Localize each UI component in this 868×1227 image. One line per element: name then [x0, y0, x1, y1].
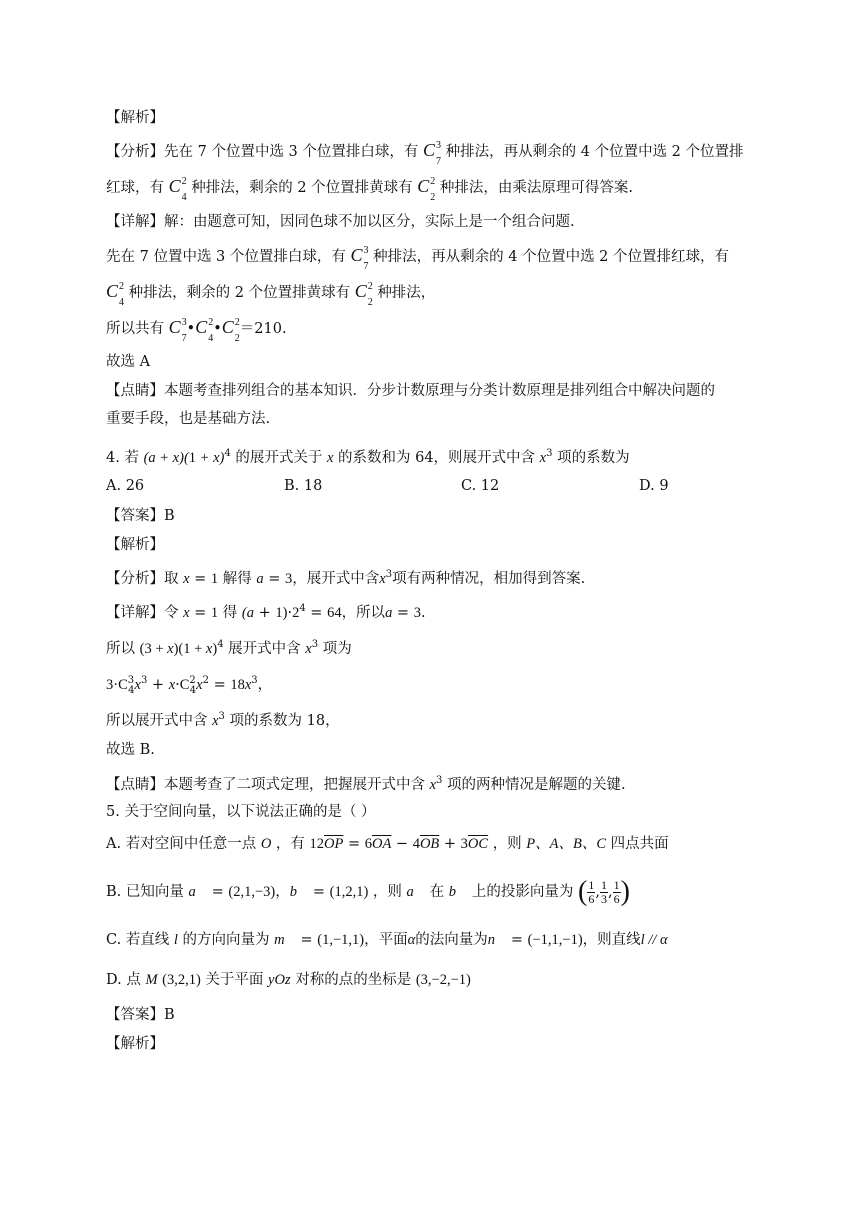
option-4c: C. 12 [461, 478, 500, 494]
option-4b: B. 18 [284, 478, 323, 494]
option-5b: B. 已知向量 a⃗ = (2,1,−3)，b⃗ = (1,2,1) ，则 a⃗ 在 b⃗ 上的投影向量为 ( $\frac{1}{6}$ , $\frac{1}{3}$ , $\frac{1}{6}$ ) [106, 876, 630, 907]
coef-4: 所以展开式中含 $x^3$ 项的系数为 18， [106, 711, 340, 729]
jiexi-heading-5: 【解析】 [106, 1036, 164, 1052]
guxuan-line-2: 故选 B. [106, 742, 155, 758]
guxuan-line-1: 故选 A [106, 354, 151, 370]
xiangjie-line-4: 所以共有 C 3 7 •C 2 4 •C 2 2 ＝210. [106, 317, 287, 344]
xiangjie-line-1: 【详解】解：由题意可知，因同色球不加以区分，实际上是一个组合问题. [106, 214, 575, 230]
option-4d: D. 9 [639, 478, 669, 494]
jiexi-heading-1: 【解析】 [106, 110, 164, 126]
answer-5: 【答案】B [106, 1007, 175, 1023]
xiangjie-line-3: C 2 4 种排法，剩余的 2 个位置排黄球有 C 2 2 种排法， [106, 281, 436, 308]
question-4: 4. 若 $(a + x)(1 + x)^4$ 的展开式关于 x 的系数和为 64，则展开式中含 $x^3$ 项的系数为 [106, 448, 630, 466]
so-4: 所以 $(3 + x)(1 + x)^4$ 展开式中含 $x^3$ 项为 [106, 639, 352, 657]
option-5a: A. 若对空间中任意一点 O ，有 $12\overline{OP} = 6\overline{OA} - 4\overline{OB} + 3\overline{OC}$ ，则 P、A、B、C 四点共面 [106, 836, 669, 852]
jiexi-heading-4: 【解析】 [106, 537, 164, 553]
fenxi-line-1: 【分析】先在 7 个位置中选 3 个位置排白球，有 C 3 7 种排法，再从剩余的 4 个位置中选 2 个位置排 [106, 140, 744, 167]
dianjing-line-2: 重要手段，也是基础方法. [106, 411, 271, 427]
option-4a: A. 26 [106, 478, 145, 494]
xiangjie-line-2: 先在 7 位置中选 3 个位置排白球，有 C 3 7 种排法，再从剩余的 4 个位置中选 2 个位置排红球，有 [106, 245, 730, 272]
answer-4: 【答案】B [106, 508, 175, 524]
fenxi-4: 【分析】取 x = 1 解得 a = 3，展开式中含$x^3$项有两种情况，相加得到答案. [106, 569, 586, 587]
option-5d: D. 点 M (3,2,1) 关于平面 yOz 对称的点的坐标是 (3,−2,−1) [106, 972, 471, 988]
dianjing-line-1: 【点睛】本题考查排列组合的基本知识．分步计数原理与分类计数原理是排列组合中解决问题的 [106, 383, 715, 399]
formula-4: $3\cdot C^3_4x^3 + x\cdot C^2_4x^2 = 18x^3$， [106, 675, 273, 696]
dianjing-4: 【点睛】本题考查了二项式定理，把握展开式中含 $x^3$ 项的两种情况是解题的关键. [106, 775, 626, 793]
question-5: 5. 关于空间向量，以下说法正确的是（ ） [106, 804, 376, 820]
fenxi-line-2: 红球，有 C 2 4 种排法，剩余的 2 个位置排黄球有 C 2 2 种排法，由乘法原理可得答案. [106, 176, 634, 203]
xiangjie-4: 【详解】令 x = 1 得 $(a + 1)\cdot 2^4 = 64$，所以a = 3. [106, 603, 426, 621]
option-5c: C. 若直线 l 的方向向量为 m⃗ = (1,−1,1)，平面α的法向量为n⃗ = (−1,1,−1)，则直线l // α [106, 932, 668, 948]
